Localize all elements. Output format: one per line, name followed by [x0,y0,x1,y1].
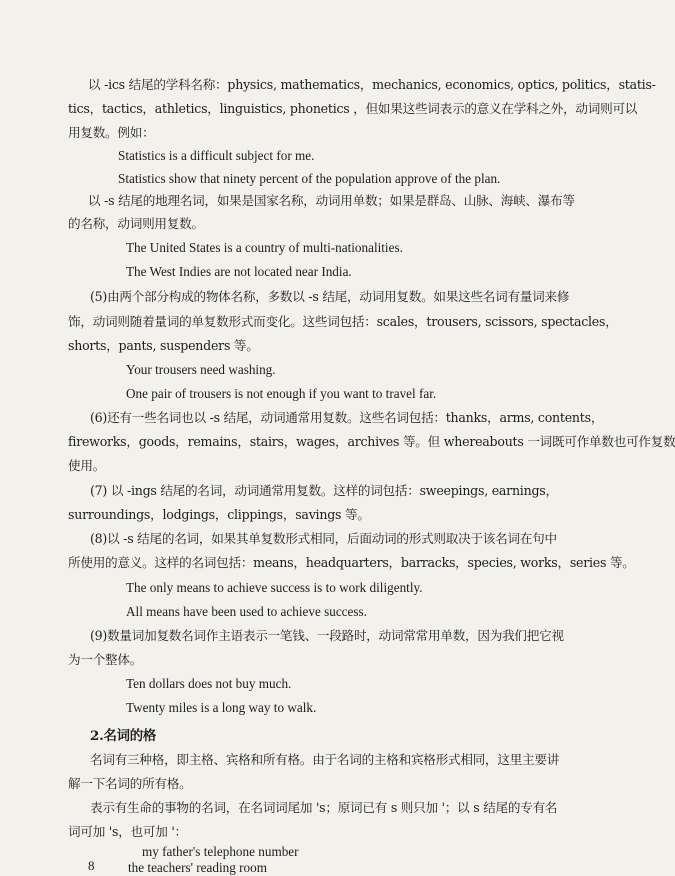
text-line: (9)数量词加复数名词作主语表示一笔钱、一段路时，动词常常用单数，因为我们把它视 [90,628,564,643]
example-sentence: Ten dollars does not buy much. [126,676,292,691]
example-sentence: All means have been used to achieve success. [126,604,367,619]
text-line: 解一下名词的所有格。 [68,776,192,791]
text-line: (8)以 -s 结尾的名词，如果其单复数形式相同，后面动词的形式则取决于该名词在句中 [90,531,557,546]
example-phrase: my father's telephone number [142,844,299,859]
text-line: 表示有生命的事物的名词，在名词词尾加 's；原词已有 s 则只加 '；以 s 结尾的专有名 [90,800,558,815]
text-line: 为一个整体。 [68,652,143,667]
text-line: (7) 以 -ings 结尾的名词，动词通常用复数。这样的词包括：sweepings, earnings， [90,483,558,498]
text-line: 词可加 's，也可加 '： [68,824,187,839]
section-heading: 2.名词的格 [90,728,157,744]
text-line: 使用。 [68,458,106,473]
example-sentence: The only means to achieve success is to work diligently. [126,580,423,595]
example-phrase: the teachers' reading room [128,860,267,875]
text-line: 的名称，动词则用复数。 [68,216,204,231]
text-line: 以 -s 结尾的地理名词，如果是国家名称，动词用单数；如果是群岛、山脉、海峡、瀑布等 [88,193,575,208]
text-line: fireworks，goods，remains，stairs，wages，archives 等。但 whereabouts 一词既可作单数也可作复数 [68,434,675,449]
text-line: (6)还有一些名词也以 -s 结尾，动词通常用复数。这些名词包括：thanks，arms, contents， [90,410,604,425]
text-line: 饰，动词则随着量词的单复数形式而变化。这些词包括：scales，trousers, scissors, spectacles， [68,314,618,329]
text-line: 用复数。例如： [68,125,155,140]
example-sentence: One pair of trousers is not enough if you want to travel far. [126,386,437,401]
example-sentence: Statistics is a difficult subject for me. [118,148,315,163]
example-sentence: Statistics show that ninety percent of the population approve of the plan. [118,171,501,186]
example-sentence: The United States is a country of multi-nationalities. [126,240,403,255]
text-line: 名词有三种格，即主格、宾格和所有格。由于名词的主格和宾格形式相同，这里主要讲 [90,752,560,767]
text-line: 所使用的意义。这样的名词包括：means，headquarters，barracks，species, works，series 等。 [68,555,635,570]
text-line: (5)由两个部分构成的物体名称，多数以 -s 结尾，动词用复数。如果这些名词有量词来修 [90,289,570,304]
example-sentence: The West Indies are not located near India. [126,264,352,279]
example-sentence: Your trousers need washing. [126,362,276,377]
text-line: tics，tactics，athletics，linguistics, phonetics ，但如果这些词表示的意义在学科之外，动词则可以 [68,101,638,116]
page-number: 8 [88,858,95,873]
text-line: surroundings，lodgings，clippings，savings 等。 [68,507,370,522]
text-line: 以 -ics 结尾的学科名称：physics, mathematics，mechanics, economics, optics, politics，statis- [88,77,656,92]
example-sentence: Twenty miles is a long way to walk. [126,700,317,715]
text-line: shorts，pants, suspenders 等。 [68,338,259,353]
